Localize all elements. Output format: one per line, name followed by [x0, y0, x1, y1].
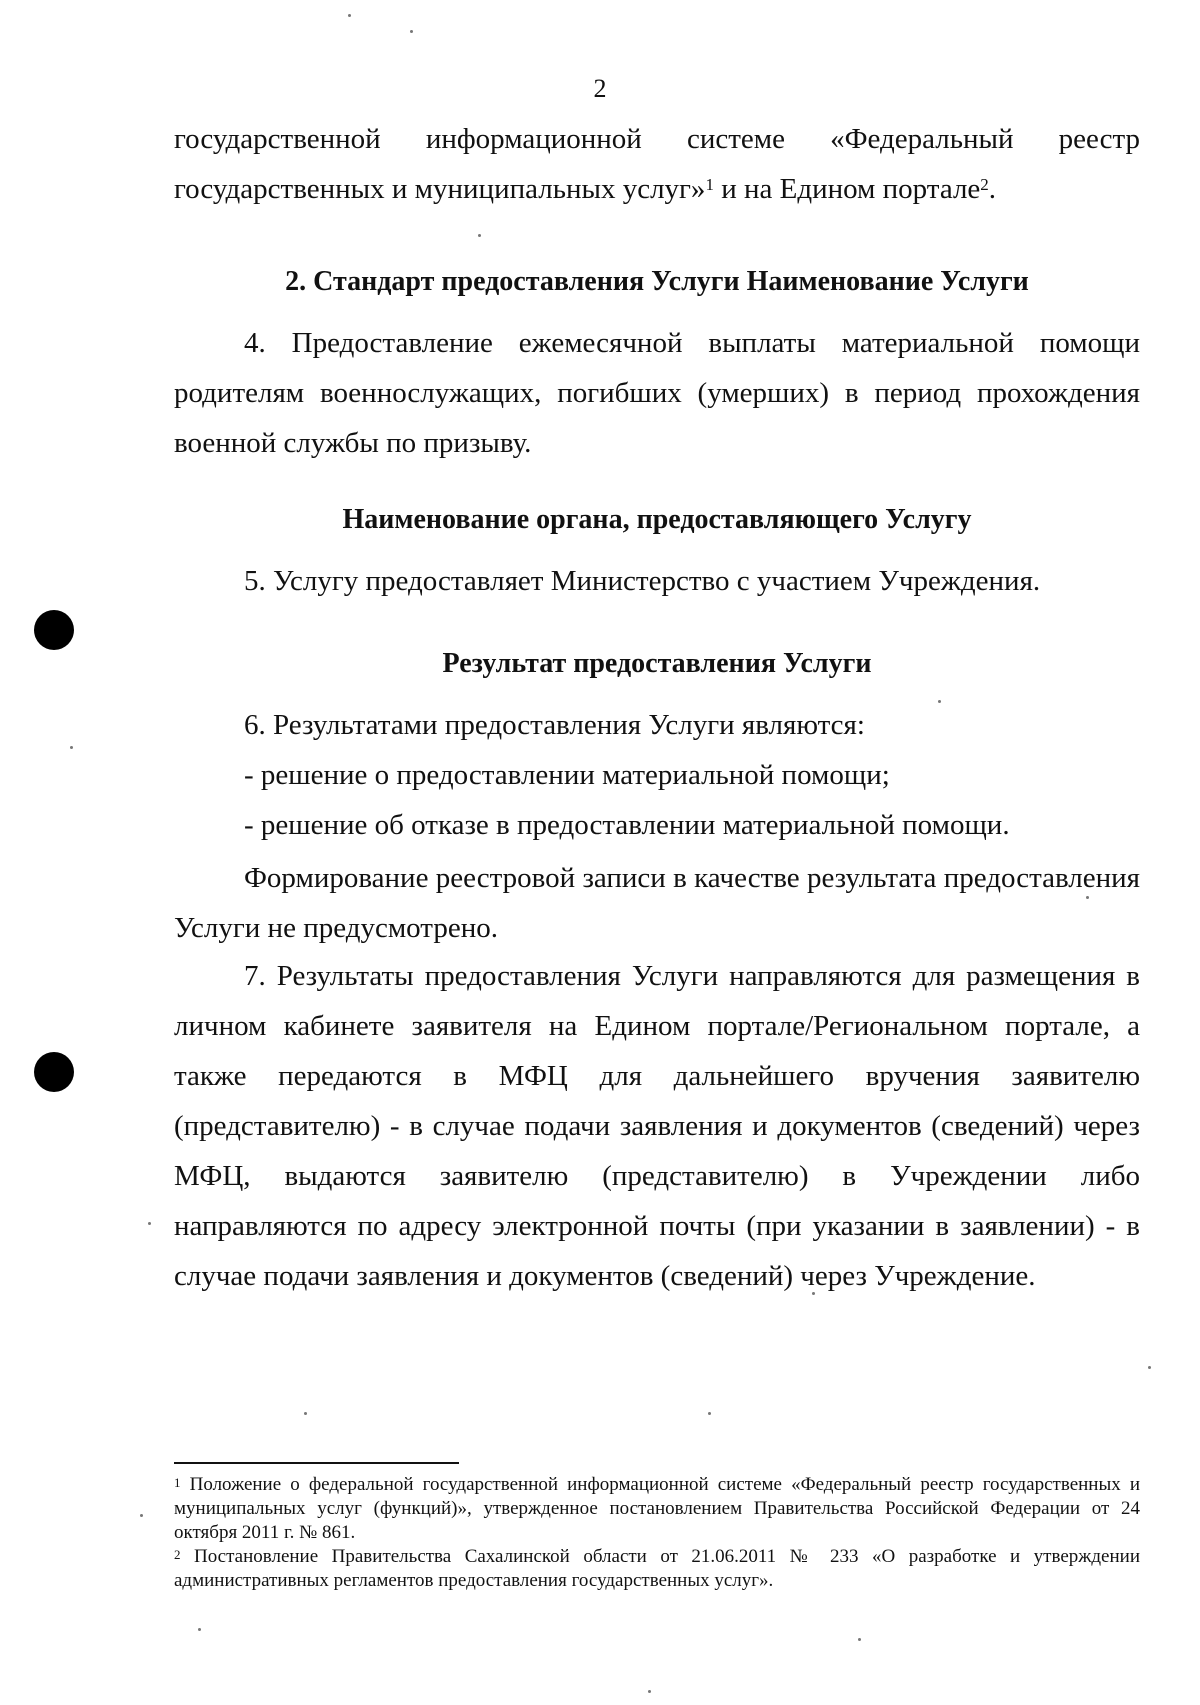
paragraph-6: 6. Результатами предоставления Услуги являются: [244, 709, 865, 741]
intro-end: . [988, 173, 997, 205]
intro-paragraph [174, 114, 1140, 214]
organ-heading: Наименование органа, предоставляющего Услугу [342, 504, 972, 535]
paragraph-6-note [174, 853, 1140, 953]
scan-speck [1148, 1366, 1151, 1369]
intro-main: государственной информационной системе «Федеральный реестр государственных и муниципальных услуг» [174, 123, 1140, 205]
scan-speck [70, 746, 73, 749]
scan-speck [708, 1412, 711, 1415]
footnote-2-marker: 2 [174, 1547, 181, 1562]
footnote-ref-1: 1 [705, 175, 714, 194]
result-heading: Результат предоставления Услуги [442, 648, 872, 679]
paragraph-7-text: 7. Результаты предоставления Услуги направляются для размещения в личном кабинете заявителя на Едином портале/Региональном портале, а также передаются в МФЦ для дальнейшего вручения заявителю (представителю) - в случае подачи заявления и документов (сведений) через МФЦ, выдаются заявителю (представителю) в Учреждении либо направляются по адресу электронной почты (при указании в заявлении) - в случае подачи заявления и документов (сведений) через Учреждение. [174, 960, 1140, 1292]
paragraph-4 [174, 318, 1140, 468]
footnote-1-marker: 1 [174, 1475, 181, 1490]
paragraph-5: 5. Услугу предоставляет Министерство с участием Учреждения. [244, 565, 1041, 597]
intro-mid: и на Едином портале [713, 173, 981, 205]
page-number: 2 [593, 74, 607, 103]
scan-speck [478, 234, 481, 237]
scan-speck [812, 1292, 815, 1295]
scan-speck [648, 1690, 651, 1693]
scan-speck [938, 700, 941, 703]
paragraph-6-item-1: - решение о предоставлении материальной помощи; [244, 759, 890, 791]
scan-speck [348, 14, 351, 17]
paragraph-7 [174, 951, 1140, 1301]
footnote-separator [174, 1462, 459, 1464]
scan-speck [148, 1222, 151, 1225]
paragraph-6-note-text: Формирование реестровой записи в качестве результата предоставления Услуги не предусмотрено. [174, 862, 1140, 944]
punch-hole-bottom [34, 1052, 74, 1092]
scan-speck [198, 1628, 201, 1631]
footnotes [174, 1473, 1140, 1593]
section-2-heading: 2. Стандарт предоставления Услуги Наименование Услуги [285, 266, 1029, 297]
footnote-ref-2: 2 [980, 175, 989, 194]
footnote-1 [174, 1473, 1140, 1545]
scan-speck [1086, 896, 1089, 899]
scan-speck [140, 1514, 143, 1517]
scan-speck [304, 1412, 307, 1415]
scan-speck [858, 1638, 861, 1641]
scan-speck [410, 30, 413, 33]
paragraph-4-text: 4. Предоставление ежемесячной выплаты материальной помощи родителям военнослужащих, погибших (умерших) в период прохождения военной службы по призыву. [174, 327, 1140, 459]
footnote-2 [174, 1545, 1140, 1593]
footnote-1-text: Положение о федеральной государственной информационной системе «Федеральный реестр государственных и муниципальных услуг (функций)», утвержденное постановлением Правительства Российской Федерации от 24 октября 2011 г. № 861. [174, 1474, 1140, 1543]
punch-hole-top [34, 610, 74, 650]
paragraph-6-item-2: - решение об отказе в предоставлении материальной помощи. [244, 809, 1010, 841]
footnote-2-text: Постановление Правительства Сахалинской области от 21.06.2011 № 233 «О разработке и утверждении административных регламентов предоставления государственных услуг». [174, 1546, 1140, 1591]
intro-text [174, 114, 1140, 214]
